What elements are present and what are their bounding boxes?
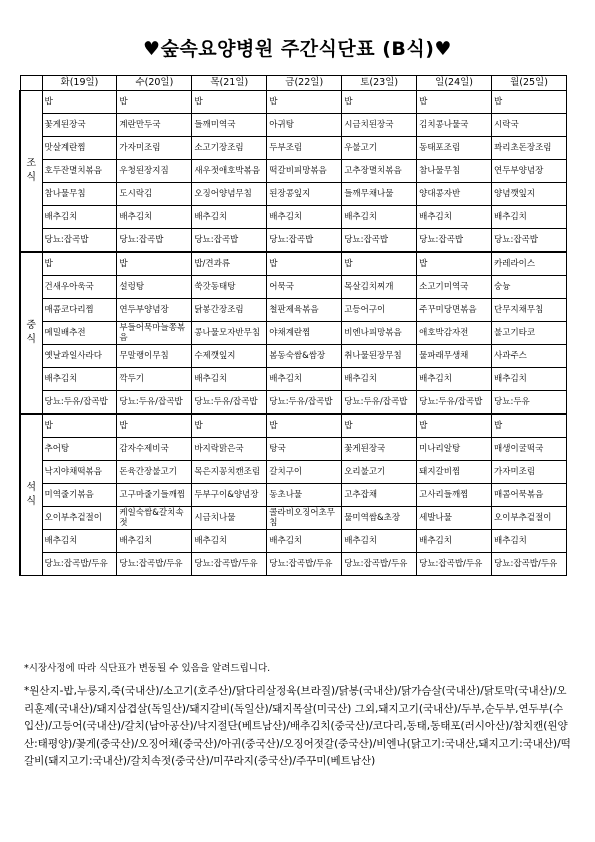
menu-row [20, 322, 567, 345]
menu-item: 돼지갈비찜 [417, 461, 492, 484]
menu-row [20, 114, 567, 137]
menu-row [20, 461, 567, 484]
menu-item: 참나물무침 [42, 183, 117, 206]
meal-label: 조 식 [20, 91, 42, 253]
menu-item: 양념깻잎지 [492, 183, 567, 206]
menu-item: 당뇨:잡곡밥 [417, 229, 492, 253]
menu-item: 밥 [117, 414, 192, 438]
menu-item: 주꾸미당면볶음 [417, 299, 492, 322]
menu-row [20, 530, 567, 553]
menu-item: 당뇨:잡곡밥 [117, 229, 192, 253]
menu-item: 당뇨:두유/잡곡밥 [417, 391, 492, 415]
menu-item: 고추장멸치볶음 [342, 160, 417, 183]
menu-item: 콜라비오징어초무침 [267, 507, 342, 530]
menu-item: 무말랭이무침 [117, 345, 192, 368]
menu-item: 당뇨:잡곡밥/두유 [417, 553, 492, 576]
menu-item: 동태포조림 [417, 137, 492, 160]
menu-item: 꽃게된장국 [42, 114, 117, 137]
menu-item: 배추김치 [342, 368, 417, 391]
menu-item: 꽃게된장국 [342, 438, 417, 461]
menu-item: 밥 [192, 91, 267, 114]
notice-text: *시장사정에 따라 식단표가 변동될 수 있음을 알려드립니다. [24, 663, 271, 674]
menu-item: 당뇨:잡곡밥/두유 [492, 553, 567, 576]
menu-item: 오징어양념무침 [192, 183, 267, 206]
menu-item: 목살김치찌개 [342, 276, 417, 299]
menu-item: 당뇨:잡곡밥 [492, 229, 567, 253]
menu-item: 우불고기 [342, 137, 417, 160]
menu-item: 들깨미역국 [192, 114, 267, 137]
menu-item: 케일숙쌈&갈치속젓 [117, 507, 192, 530]
menu-item: 깍두기 [117, 368, 192, 391]
menu-item: 밥 [267, 91, 342, 114]
menu-item: 당뇨:두유/잡곡밥 [342, 391, 417, 415]
menu-item: 배추김치 [42, 530, 117, 553]
menu-item: 연두부양념장 [492, 160, 567, 183]
menu-item: 배추김치 [267, 206, 342, 229]
menu-item: 당뇨:잡곡밥 [267, 229, 342, 253]
menu-item: 철판제육볶음 [267, 299, 342, 322]
menu-item: 김치콩나물국 [417, 114, 492, 137]
menu-item: 고등어구이 [342, 299, 417, 322]
menu-row [20, 183, 567, 206]
menu-item: 갈치구이 [267, 461, 342, 484]
day-header: 목(21일) [192, 76, 267, 91]
menu-item: 오이부추겉절이 [42, 507, 117, 530]
menu-item: 밥 [342, 252, 417, 276]
menu-item: 수제깻잎지 [192, 345, 267, 368]
menu-item: 당뇨:잡곡밥/두유 [42, 553, 117, 576]
menu-item: 오리불고기 [342, 461, 417, 484]
menu-item: 밥 [267, 252, 342, 276]
menu-row [20, 345, 567, 368]
menu-item: 밥/견과류 [192, 252, 267, 276]
menu-item: 밥 [417, 414, 492, 438]
menu-item: 당뇨:잡곡밥/두유 [267, 553, 342, 576]
menu-item: 고추잡채 [342, 484, 417, 507]
menu-item: 떡갈비피망볶음 [267, 160, 342, 183]
menu-item: 연두부양념장 [117, 299, 192, 322]
menu-item: 메밀배추전 [42, 322, 117, 345]
menu-row [20, 299, 567, 322]
menu-item: 추어탕 [42, 438, 117, 461]
menu-row [20, 391, 567, 415]
menu-row [20, 484, 567, 507]
menu-item: 콩나물모자반무침 [192, 322, 267, 345]
day-header: 수(20일) [117, 76, 192, 91]
menu-item: 매콤어묵볶음 [492, 484, 567, 507]
day-header: 화(19일) [42, 76, 117, 91]
menu-item: 불고기타코 [492, 322, 567, 345]
menu-item: 물미역쌈&초장 [342, 507, 417, 530]
meal-label: 중 식 [20, 252, 42, 414]
menu-item: 돈육간장불고기 [117, 461, 192, 484]
menu-item: 배추김치 [117, 206, 192, 229]
menu-item: 밥 [42, 414, 117, 438]
menu-row [20, 206, 567, 229]
menu-item: 낙지야채떡볶음 [42, 461, 117, 484]
menu-item: 세발나물 [417, 507, 492, 530]
menu-item: 사과주스 [492, 345, 567, 368]
menu-item: 비엔나피망볶음 [342, 322, 417, 345]
menu-item: 단무지채무침 [492, 299, 567, 322]
menu-item: 당뇨:두유/잡곡밥 [267, 391, 342, 415]
menu-item: 오이부추겉절이 [492, 507, 567, 530]
menu-item: 시금치나물 [192, 507, 267, 530]
menu-item: 건새우아욱국 [42, 276, 117, 299]
menu-item: 배추김치 [42, 206, 117, 229]
corner-cell [20, 76, 42, 91]
menu-item: 당뇨:잡곡밥/두유 [192, 553, 267, 576]
menu-row [20, 229, 567, 253]
menu-item: 동초나물 [267, 484, 342, 507]
menu-item: 호두잔멸치볶음 [42, 160, 117, 183]
menu-row [20, 553, 567, 576]
menu-item: 당뇨:잡곡밥 [192, 229, 267, 253]
menu-item: 배추김치 [267, 368, 342, 391]
menu-item: 된장콩잎지 [267, 183, 342, 206]
menu-item: 밥 [417, 252, 492, 276]
menu-item: 물파래무생채 [417, 345, 492, 368]
menu-item: 밥 [117, 91, 192, 114]
menu-item: 두부조림 [267, 137, 342, 160]
menu-row [20, 438, 567, 461]
menu-item: 옛날과일사라다 [42, 345, 117, 368]
menu-item: 당뇨:두유 [492, 391, 567, 415]
menu-item: 설렁탕 [117, 276, 192, 299]
menu-item: 밥 [267, 414, 342, 438]
menu-item: 시금치된장국 [342, 114, 417, 137]
menu-item: 우청된장지짐 [117, 160, 192, 183]
menu-item: 밥 [342, 91, 417, 114]
menu-item: 도시락김 [117, 183, 192, 206]
menu-row [20, 414, 567, 438]
menu-row [20, 160, 567, 183]
menu-item: 당뇨:잡곡밥 [42, 229, 117, 253]
day-header: 일(24일) [417, 76, 492, 91]
meal-label: 석 식 [20, 414, 42, 576]
menu-item: 애호박감자전 [417, 322, 492, 345]
menu-item: 당뇨:두유/잡곡밥 [192, 391, 267, 415]
menu-item: 배추김치 [342, 530, 417, 553]
menu-item: 가자미조림 [492, 461, 567, 484]
menu-item: 밥 [42, 252, 117, 276]
menu-item: 배추김치 [192, 206, 267, 229]
menu-item: 밥 [417, 91, 492, 114]
menu-item: 당뇨:잡곡밥 [342, 229, 417, 253]
menu-item: 부들어묵마늘쫑볶음 [117, 322, 192, 345]
menu-item: 밥 [492, 91, 567, 114]
menu-item: 밥 [342, 414, 417, 438]
menu-item: 시락국 [492, 114, 567, 137]
menu-item: 어묵국 [267, 276, 342, 299]
menu-item: 배추김치 [342, 206, 417, 229]
menu-item: 아귀탕 [267, 114, 342, 137]
menu-item: 들깨무채나물 [342, 183, 417, 206]
origin-text: *원산지-밥,누룽지,죽(국내산)/소고기(호주산)/닭다리살정육(브라질)/닭봉(국내산)/닭가슴살(국내산)/닭토막(국내산)/오리훈제(국내산)/돼지삼겹살(독일산)/돼지갈비(독일산)/돼지목살(미국산) 그외,돼지고기(국내산)/두부,순두부,연두부(수입산)/고등어(국내산)/갈치(남아공산)/낙지절단(베트남산)/배추김치(중국산)/코다리,동태,동태포(러시아산)/참치캔(원양산:태평양)/꽃게(중국산)/오징어채(중국산)/아귀(중국산)/오징어젓갈(중국산)/비엔나(닭고기:국내산,돼지고기:국내산)/떡갈비(돼지고기:국내산)/갈치속젓(중국산)/미꾸라지(중국산)/주꾸미(베트남산) [24, 685, 571, 767]
menu-item: 취나물된장무침 [342, 345, 417, 368]
menu-item: 감자수제비국 [117, 438, 192, 461]
menu-item: 계란만두국 [117, 114, 192, 137]
day-header: 금(22일) [267, 76, 342, 91]
menu-item: 고사리들깨찜 [417, 484, 492, 507]
menu-item: 카레라이스 [492, 252, 567, 276]
menu-item: 밥 [117, 252, 192, 276]
menu-row [20, 91, 567, 114]
menu-item: 배추김치 [417, 530, 492, 553]
day-header-row [20, 76, 567, 91]
menu-item: 배추김치 [192, 368, 267, 391]
menu-item: 배추김치 [492, 206, 567, 229]
menu-item: 소고기미역국 [417, 276, 492, 299]
menu-row [20, 276, 567, 299]
menu-item: 배추김치 [492, 530, 567, 553]
menu-item: 밥 [42, 91, 117, 114]
menu-item: 양대콩자반 [417, 183, 492, 206]
day-header: 월(25일) [492, 76, 567, 91]
menu-item: 가자미조림 [117, 137, 192, 160]
menu-item: 당뇨:잡곡밥/두유 [342, 553, 417, 576]
menu-row [20, 137, 567, 160]
menu-item: 소고기장조림 [192, 137, 267, 160]
menu-item: 꽈리초돈장조림 [492, 137, 567, 160]
menu-item: 당뇨:잡곡밥/두유 [117, 553, 192, 576]
menu-item: 두부구이&양념장 [192, 484, 267, 507]
menu-item: 배추김치 [267, 530, 342, 553]
menu-item: 바지락맑은국 [192, 438, 267, 461]
menu-item: 목은지꽁치캔조림 [192, 461, 267, 484]
menu-item: 쑥갓동태탕 [192, 276, 267, 299]
menu-item: 당뇨:두유/잡곡밥 [117, 391, 192, 415]
menu-item: 미역줄기볶음 [42, 484, 117, 507]
weekly-menu-table [19, 75, 567, 576]
menu-row [20, 252, 567, 276]
menu-item: 매콤코다리찜 [42, 299, 117, 322]
menu-item: 배추김치 [42, 368, 117, 391]
menu-item: 매생이굴떡국 [492, 438, 567, 461]
menu-item: 닭봉간장조림 [192, 299, 267, 322]
menu-item: 밥 [492, 414, 567, 438]
menu-item: 맛살계란찜 [42, 137, 117, 160]
menu-item: 배추김치 [417, 368, 492, 391]
menu-item: 탕국 [267, 438, 342, 461]
menu-item: 고구마줄기들깨찜 [117, 484, 192, 507]
menu-item: 배추김치 [417, 206, 492, 229]
menu-item: 당뇨:두유/잡곡밥 [42, 391, 117, 415]
menu-row [20, 507, 567, 530]
menu-body [20, 91, 567, 576]
menu-item: 미나리알탕 [417, 438, 492, 461]
menu-item: 새우젓애호박볶음 [192, 160, 267, 183]
menu-row [20, 368, 567, 391]
menu-item: 참나물무침 [417, 160, 492, 183]
menu-item: 밥 [192, 414, 267, 438]
menu-item: 배추김치 [192, 530, 267, 553]
menu-item: 봄동숙쌈&쌈장 [267, 345, 342, 368]
menu-item: 야채계란찜 [267, 322, 342, 345]
page-title: ♥숲속요양병원 주간식단표 (B식)♥ [143, 38, 452, 60]
menu-item: 배추김치 [492, 368, 567, 391]
menu-item: 숭늉 [492, 276, 567, 299]
menu-item: 배추김치 [117, 530, 192, 553]
day-header: 토(23일) [342, 76, 417, 91]
